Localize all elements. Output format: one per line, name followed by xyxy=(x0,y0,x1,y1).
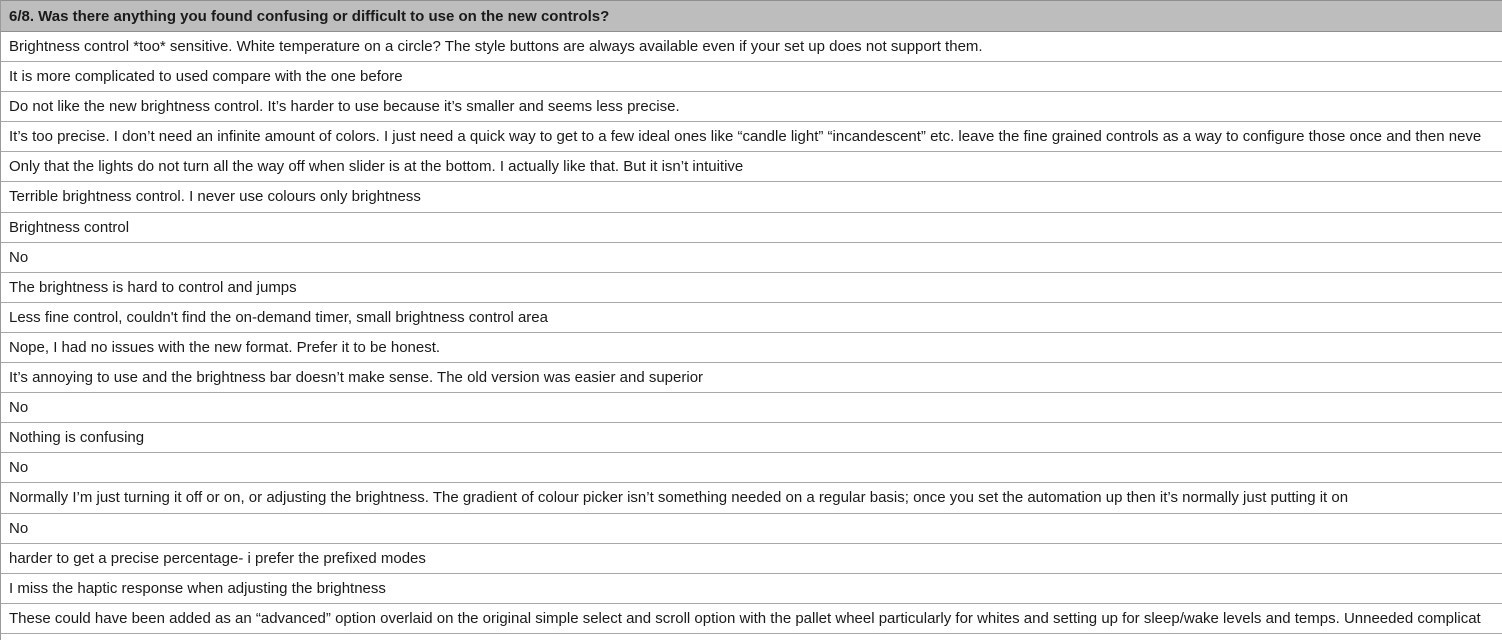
response-cell-17[interactable]: No xyxy=(1,514,1502,544)
response-cell-19[interactable]: I miss the haptic response when adjusting the brightness xyxy=(1,574,1502,604)
response-cell-11[interactable]: Nope, I had no issues with the new format. Prefer it to be honest. xyxy=(1,333,1502,363)
response-cell-12[interactable]: It’s annoying to use and the brightness bar doesn’t make sense. The old version was easier and superior xyxy=(1,363,1502,393)
response-cell-1[interactable]: Brightness control *too* sensitive. White temperature on a circle? The style buttons are always available even if your set up does not support them. xyxy=(1,32,1502,62)
response-cell-8[interactable]: No xyxy=(1,243,1502,273)
response-list xyxy=(1,32,1502,634)
column-header[interactable]: 6/8. Was there anything you found confusing or difficult to use on the new controls? xyxy=(1,0,1502,32)
response-cell-18[interactable]: harder to get a precise percentage- i prefer the prefixed modes xyxy=(1,544,1502,574)
response-cell-9[interactable]: The brightness is hard to control and jumps xyxy=(1,273,1502,303)
response-cell-5[interactable]: Only that the lights do not turn all the way off when slider is at the bottom. I actually like that. But it isn’t intuitive xyxy=(1,152,1502,182)
response-cell-15[interactable]: No xyxy=(1,453,1502,483)
response-cell-3[interactable]: Do not like the new brightness control. It’s harder to use because it’s smaller and seems less precise. xyxy=(1,92,1502,122)
response-cell-13[interactable]: No xyxy=(1,393,1502,423)
response-cell-20[interactable]: These could have been added as an “advanced” option overlaid on the original simple select and scroll option with the pallet wheel particularly for whites and setting up for sleep/wake levels and temps. Unneeded complicat xyxy=(1,604,1502,634)
response-cell-16[interactable]: Normally I’m just turning it off or on, or adjusting the brightness. The gradient of colour picker isn’t something needed on a regular basis; once you set the automation up then it’s normally just putting it on xyxy=(1,483,1502,513)
response-cell-14[interactable]: Nothing is confusing xyxy=(1,423,1502,453)
response-cell-2[interactable]: It is more complicated to used compare with the one before xyxy=(1,62,1502,92)
response-cell-6[interactable]: Terrible brightness control. I never use colours only brightness xyxy=(1,182,1502,212)
response-cell-7[interactable]: Brightness control xyxy=(1,213,1502,243)
response-cell-4[interactable]: It’s too precise. I don’t need an infinite amount of colors. I just need a quick way to get to a few ideal ones like “candle light” “incandescent” etc. leave the fine grained controls as a way to configure those once and then neve xyxy=(1,122,1502,152)
response-cell-10[interactable]: Less fine control, couldn't find the on-demand timer, small brightness control area xyxy=(1,303,1502,333)
